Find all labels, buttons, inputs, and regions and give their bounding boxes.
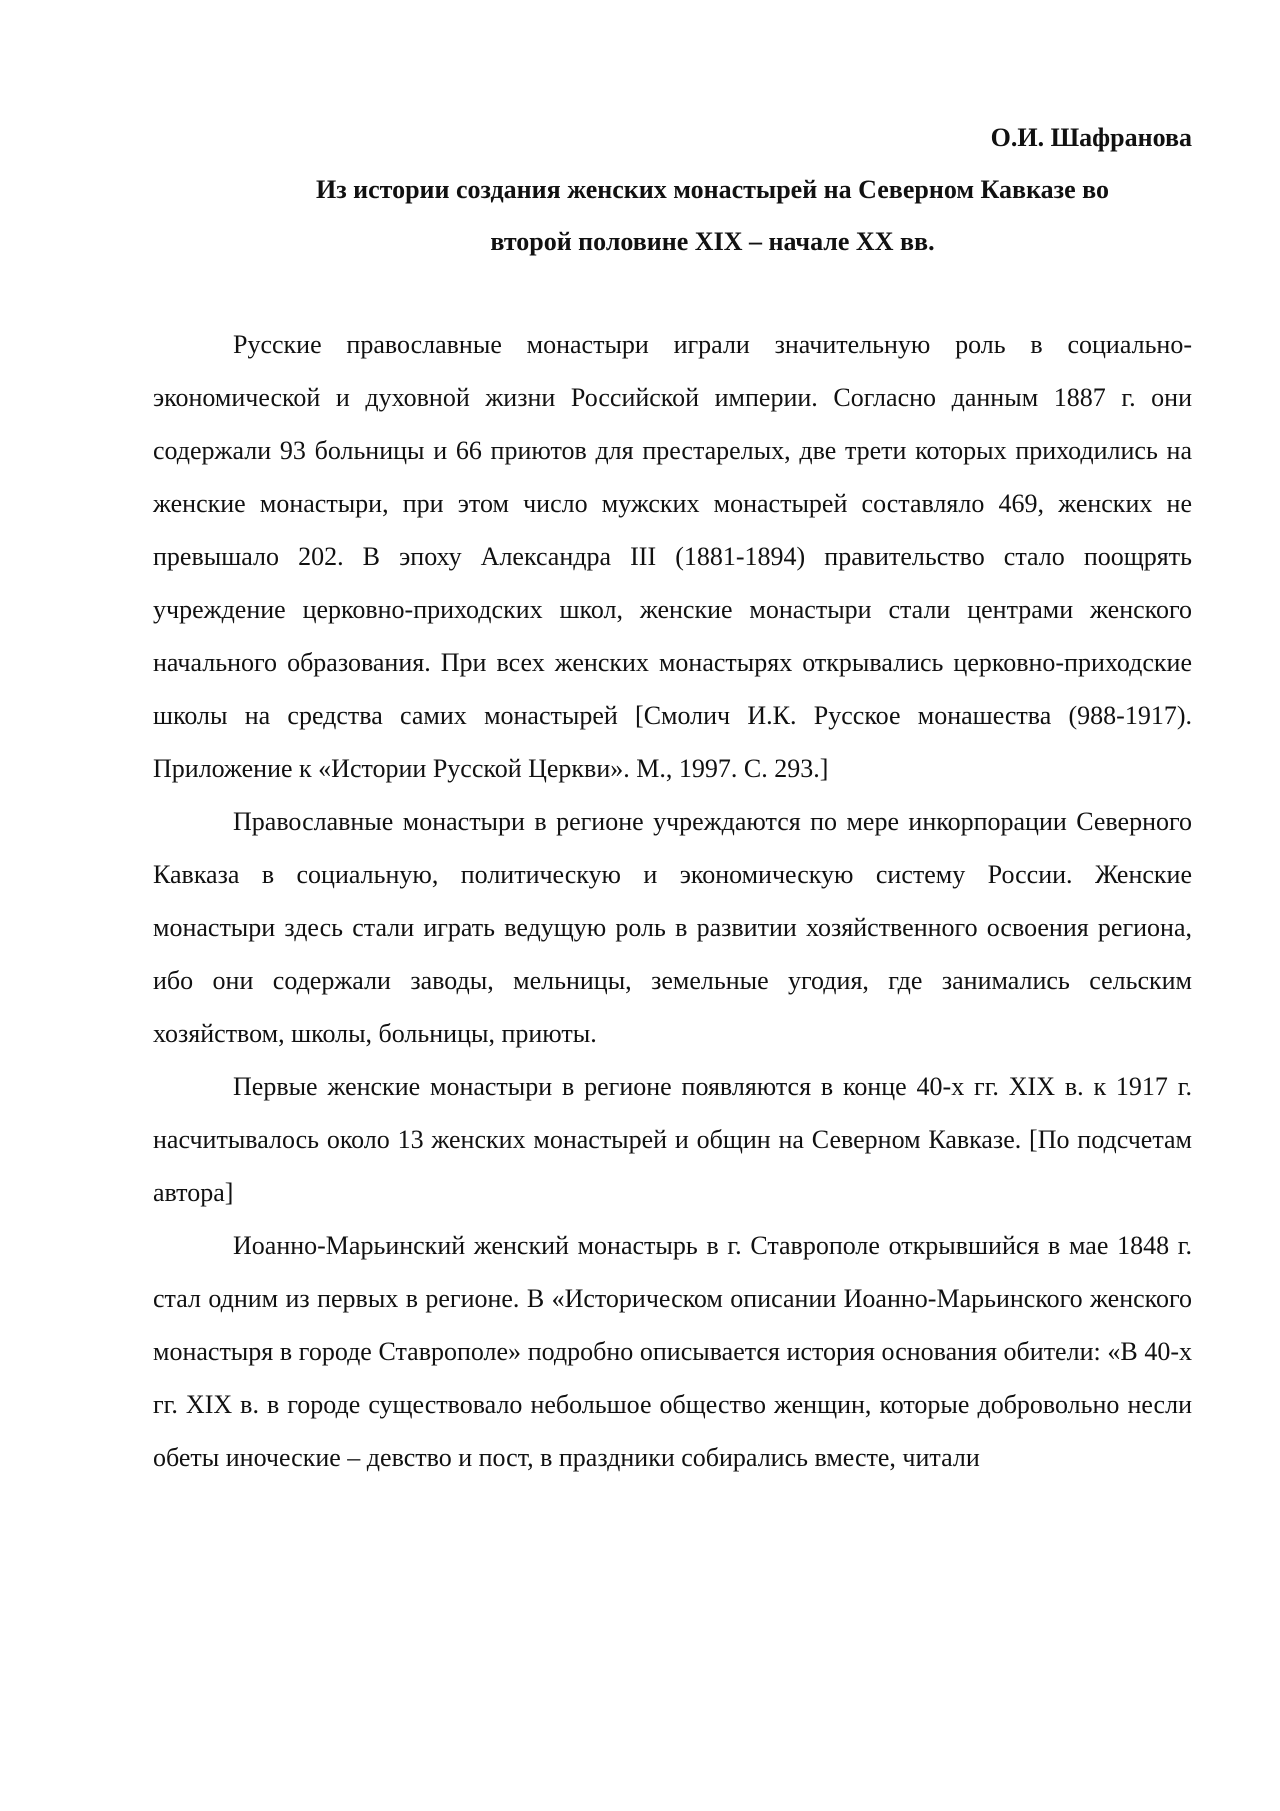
title-line-1: Из истории создания женских монастырей на Северном Кавказе во [315,175,1110,204]
paragraph-3: Первые женские монастыри в регионе появляются в конце 40-х гг. XIX в. к 1917 г. насчитывалось около 13 женских монастырей и общин на Северном Кавказе. [По подсчетам автора] [153,1072,1192,1207]
author-name: О.И. Шафранова [990,123,1192,152]
article-title [233,164,1192,268]
title-spacer [153,268,1192,318]
paragraph-4: Иоанно-Марьинский женский монастырь в г. Ставрополе открывшийся в мае 1848 г. стал одним из первых в регионе. В «Историческом описании Иоанно-Марьинского женского монастыря в городе Ставрополе» подробно описывается история основания обители: «В 40-х гг. XIX в. в городе существовало небольшое общество женщин, которые добровольно несли обеты иноческие – девство и пост, в праздники собирались вместе, читали [153,1231,1192,1472]
title-line-2: второй половине XIX – начале XX вв. [490,227,935,256]
paragraph-2: Православные монастыри в регионе учреждаются по мере инкорпорации Северного Кавказа в социальную, политическую и экономическую систему России. Женские монастыри здесь стали играть ведущую роль в развитии хозяйственного освоения региона, ибо они содержали заводы, мельницы, земельные угодия, где занимались сельским хозяйством, школы, больницы, приюты. [153,807,1192,1048]
paragraph-1: Русские православные монастыри играли значительную роль в социально-экономической и духовной жизни Российской империи. Согласно данным 1887 г. они содержали 93 больницы и 66 приютов для престарелых, две трети которых приходились на женские монастыри, при этом число мужских монастырей составляло 469, женских не превышало 202. В эпоху Александра III (1881-1894) правительство стало поощрять учреждение церковно-приходских школ, женские монастыри стали центрами женского начального образования. При всех женских монастырях открывались церковно-приходские школы на средства самих монастырей [Смолич И.К. Русское монашества (988-1917). Приложение к «Истории Русской Церкви». М., 1997. С. 293.] [153,330,1192,783]
